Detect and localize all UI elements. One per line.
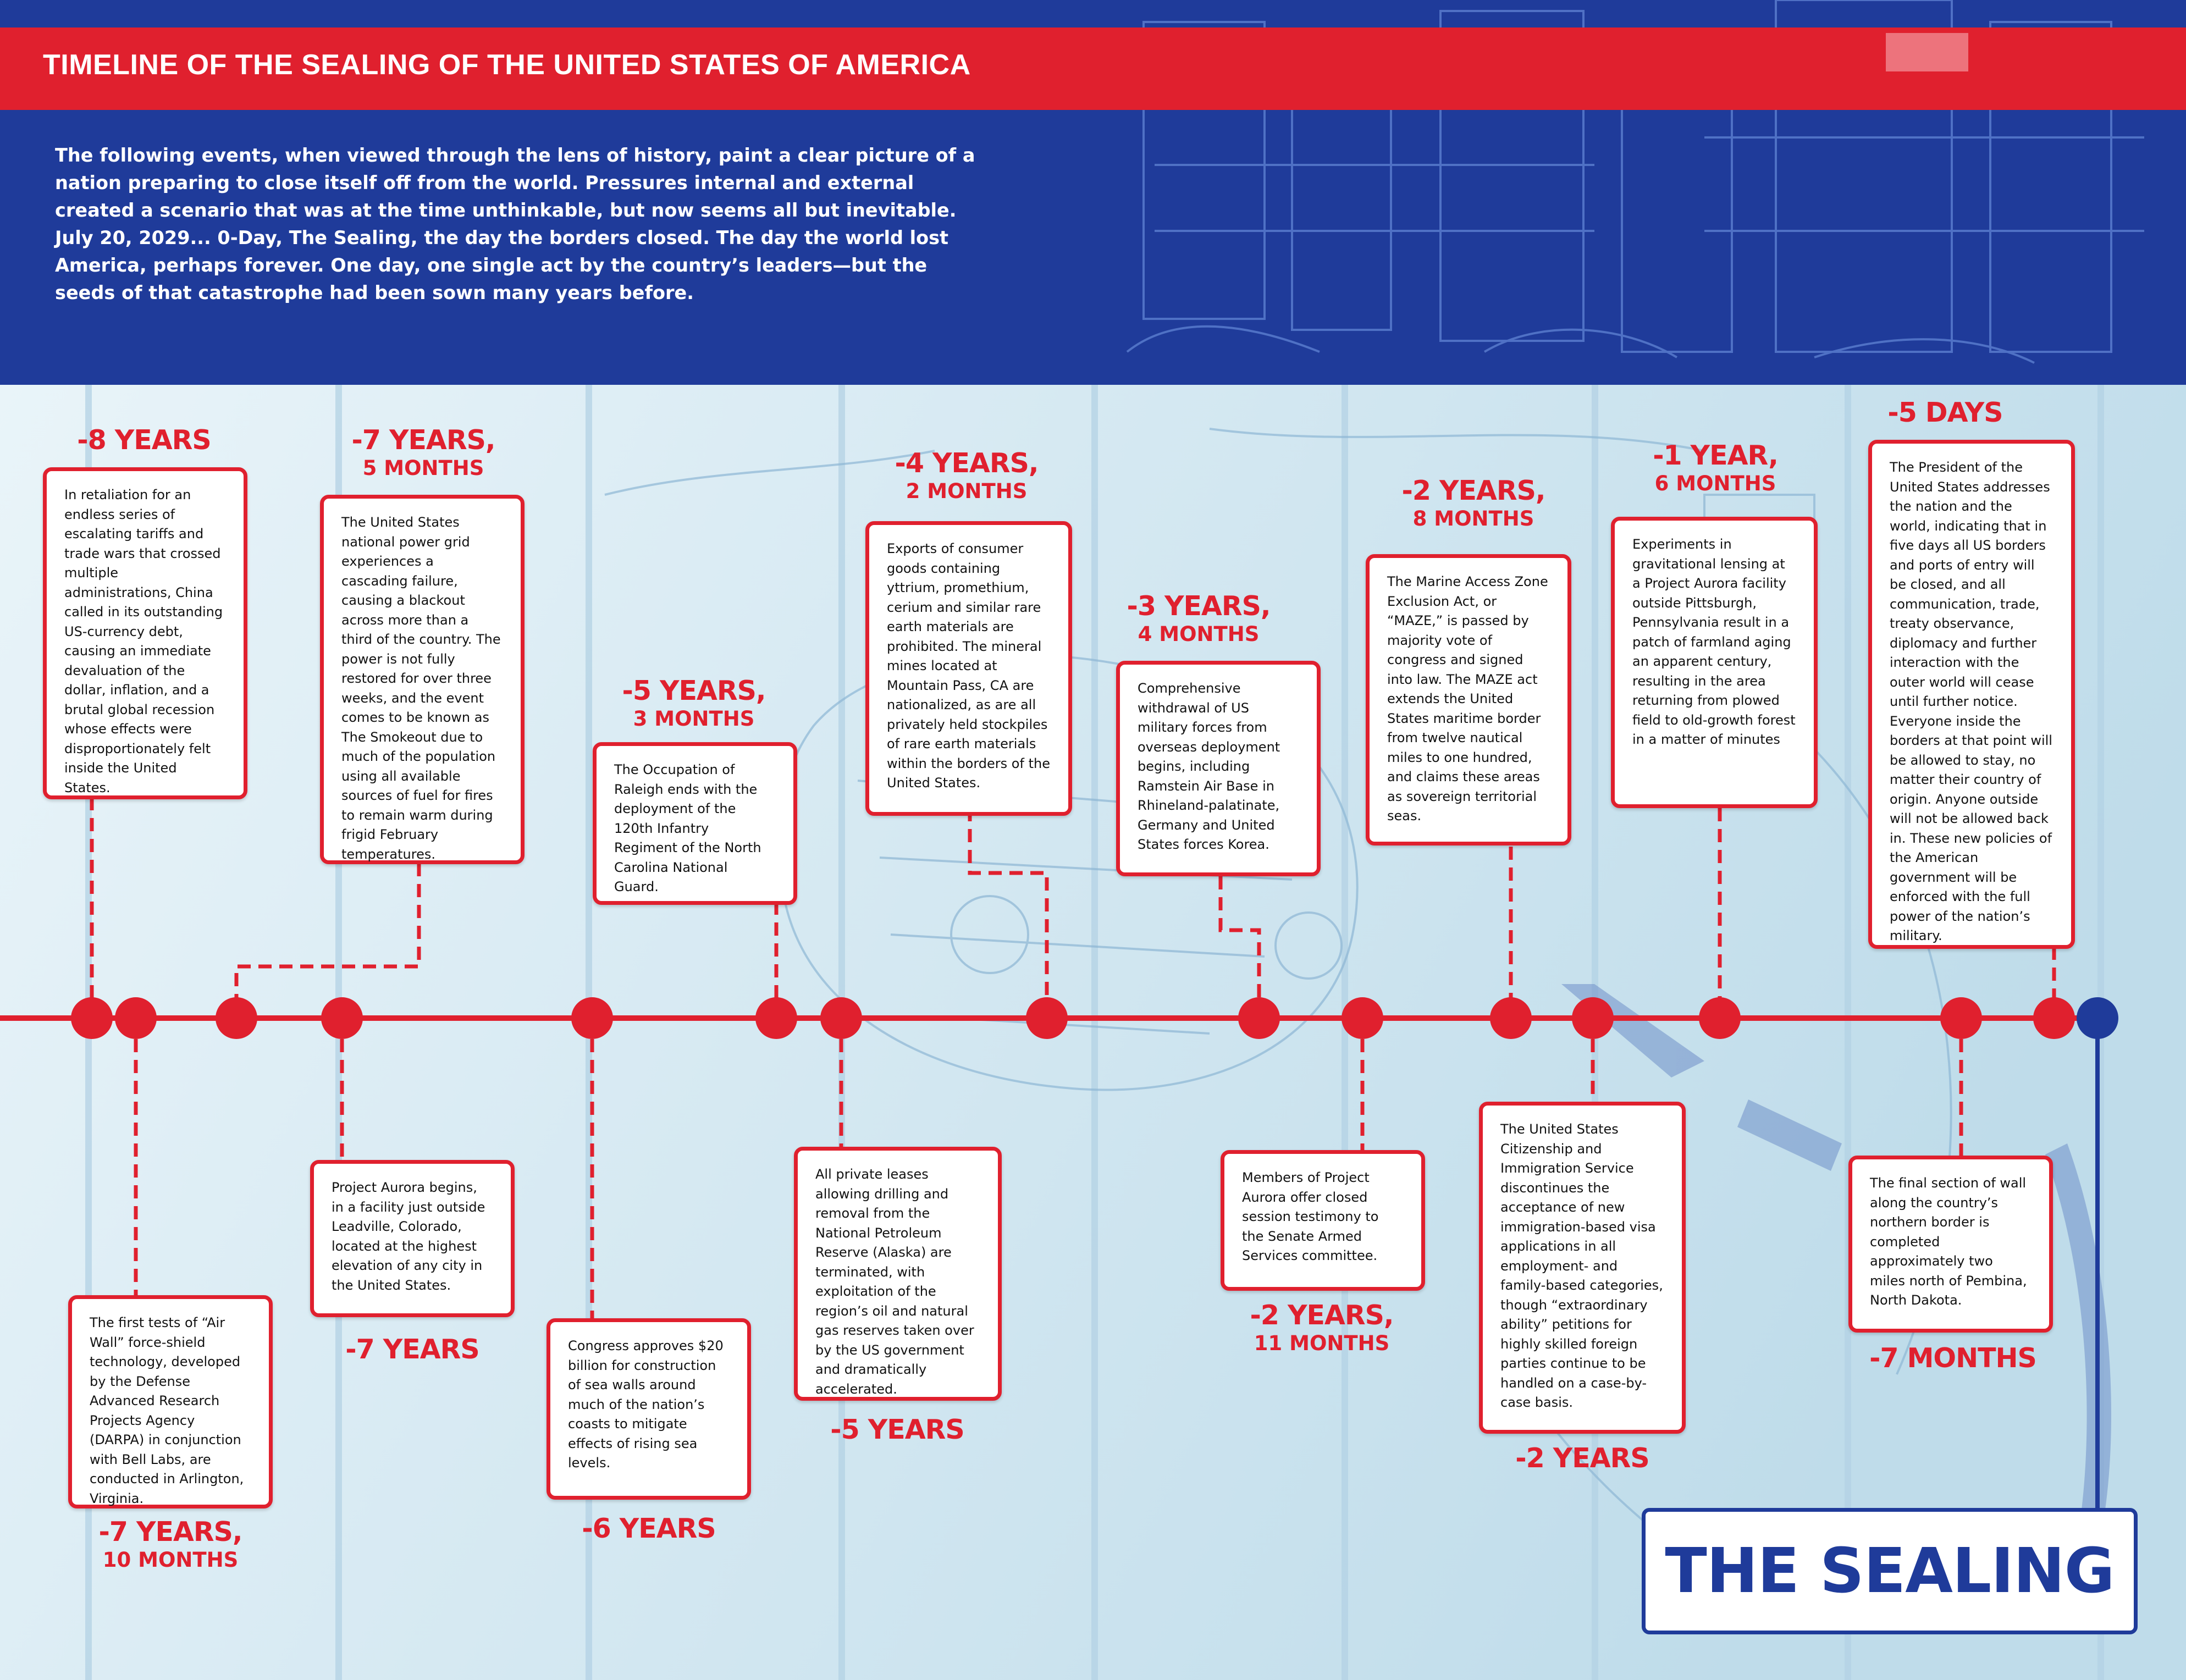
event-label-sub: 10 MONTHS bbox=[102, 1548, 239, 1572]
event-label bbox=[1616, 442, 1814, 494]
event-label bbox=[798, 1416, 996, 1443]
event-label-sub: 8 MONTHS bbox=[1412, 507, 1534, 530]
event-label bbox=[1854, 1342, 2052, 1374]
event-label bbox=[1374, 477, 1572, 529]
the-sealing-box: THE SEALING bbox=[1642, 1508, 2138, 1634]
event-card: The Occupation of Raleigh ends with the deployment of the 120th Infantry Regiment of the North Carolina National Guard. bbox=[593, 742, 797, 905]
event-label-sub: 2 MONTHS bbox=[906, 479, 1028, 503]
event-card: Experiments in gravitational lensing at a Project Aurora facility outside Pittsburgh, Pennsylvania result in a patch of farmland aging an apparent century, resulting in the area returning from plowed field to old-growth forest in a matter of minutes bbox=[1611, 517, 1818, 808]
event-card: The first tests of “Air Wall” force-shield technology, developed by the Defense Advanced Research Projects Agency (DARPA) in conjunction with Bell Labs, are conducted in Arlington, Virginia. bbox=[68, 1295, 273, 1508]
event-label-main: -5 YEARS bbox=[830, 1414, 964, 1445]
event-label-main: -7 YEARS bbox=[345, 1334, 479, 1365]
event-card: Project Aurora begins, in a facility just outside Leadville, Colorado, located at the highest elevation of any city in the United States. bbox=[310, 1160, 515, 1317]
event-card: All private leases allowing drilling and removal from the National Petroleum Reserve (Alaska) are terminated, with exploitation of the region’s oil and natural gas reserves taken over by the US government and dramatically accelerated. bbox=[794, 1147, 1002, 1401]
event-label-main: -7 YEARS, bbox=[351, 424, 495, 456]
event-label-sub: 11 MONTHS bbox=[1254, 1331, 1390, 1355]
event-label bbox=[868, 447, 1066, 503]
event-label-main: -8 YEARS bbox=[77, 424, 211, 456]
event-card: The final section of wall along the country’s northern border is completed approximately two miles north of Pembina, North Dakota. bbox=[1848, 1156, 2053, 1333]
event-card: Exports of consumer goods containing yttrium, promethium, cerium and similar rare earth materials are prohibited. The mineral mines located at Mountain Pass, CA are nationalized, as are all privately held stockpiles of rare earth materials within the borders of the United States. bbox=[865, 521, 1072, 816]
event-label-main: -4 YEARS, bbox=[895, 447, 1039, 479]
event-label bbox=[595, 677, 793, 729]
event-card: In retaliation for an endless series of escalating tariffs and trade wars that crossed multiple administrations, China called in its outstanding US-currency debt, causing an immediate devaluation of the dollar, inflation, and a brutal global recession whose effects were disproportionately felt inside the United States. bbox=[43, 467, 247, 799]
event-label-sub: 4 MONTHS bbox=[1138, 622, 1260, 646]
event-label bbox=[313, 1336, 511, 1363]
event-card: The United States national power grid experiences a cascading failure, causing a blackout across more than a third of the country. The power is not fully restored for over three weeks, and the event comes to be known as The Smokeout due to much of the population using all available sources of fuel for fires to remain warm during frigid February temperatures. bbox=[320, 495, 525, 864]
event-label bbox=[1100, 590, 1298, 646]
event-card: The President of the United States addresses the nation and the world, indicating that in five days all US borders and ports of entry will be closed, and all communication, trade, treaty observance, diplomacy and further interaction with the outer world will cease until further notice. Everyone inside the borders at that point will be allowed to stay, no matter their country of origin. Anyone outside will not be allowed back in. These new policies of the American government will be enforced with the full power of the nation’s military. bbox=[1868, 440, 2075, 949]
event-label bbox=[1846, 399, 2044, 426]
event-label-main: -5 YEARS, bbox=[622, 675, 766, 706]
event-label-main: -2 YEARS, bbox=[1250, 1300, 1394, 1331]
event-label bbox=[550, 1515, 748, 1542]
event-card: The United States Citizenship and Immigration Service discontinues the acceptance of new immigration-based visa applications in all employment- and family-based categories, though “extraordinary ability” petitions for highly skilled foreign parties continue to be handled on a case-by-case basis. bbox=[1479, 1102, 1686, 1434]
event-label-sub: 3 MONTHS bbox=[633, 707, 755, 731]
event-label bbox=[45, 424, 243, 456]
event-label-main: -6 YEARS bbox=[582, 1513, 716, 1544]
event-label bbox=[71, 1518, 269, 1570]
event-label-sub: 6 MONTHS bbox=[1654, 472, 1776, 495]
event-label bbox=[1223, 1302, 1421, 1353]
intro-paragraph: The following events, when viewed through the lens of history, paint a clear picture of a nation preparing to close itself off from the world. Pressures internal and external created a scenario that was at the time unthinkable, but now seems all but inevitable. July 20, 2029... 0-Day, The Sealing, the day the borders closed. The day the world lost America, perhaps forever. One day, one single act by the country’s leaders—but the seeds of that catastrophe had been sown many years before. bbox=[55, 145, 975, 303]
event-label-main: -2 YEARS, bbox=[1401, 475, 1545, 506]
event-card: Congress approves $20 billion for construction of sea walls around much of the nation’s coasts to mitigate effects of rising sea levels. bbox=[546, 1318, 751, 1500]
event-label-sub: 5 MONTHS bbox=[362, 456, 484, 480]
event-label-main: -7 MONTHS bbox=[1869, 1342, 2036, 1374]
event-card: Members of Project Aurora offer closed session testimony to the Senate Armed Services committee. bbox=[1221, 1150, 1425, 1291]
event-card: Comprehensive withdrawal of US military forces from overseas deployment begins, including Ramstein Air Base in Rhineland-palatinate, Germany and United States forces Korea. bbox=[1116, 661, 1321, 876]
event-label-main: -2 YEARS bbox=[1515, 1443, 1649, 1474]
event-label-main: -7 YEARS, bbox=[98, 1516, 242, 1548]
page-title: TIMELINE OF THE SEALING OF THE UNITED STATES OF AMERICA bbox=[43, 49, 971, 81]
event-label-main: -3 YEARS, bbox=[1127, 590, 1271, 622]
event-label bbox=[1483, 1445, 1681, 1472]
event-card: The Marine Access Zone Exclusion Act, or “MAZE,” is passed by majority vote of congress and signed into law. The MAZE act extends the United States maritime border from twelve nautical miles to one hundred, and claims these areas as sovereign territorial seas. bbox=[1366, 554, 1571, 845]
event-label-main: -1 YEAR, bbox=[1653, 440, 1778, 471]
event-label bbox=[324, 424, 522, 480]
event-label-main: -5 DAYS bbox=[1887, 397, 2003, 428]
